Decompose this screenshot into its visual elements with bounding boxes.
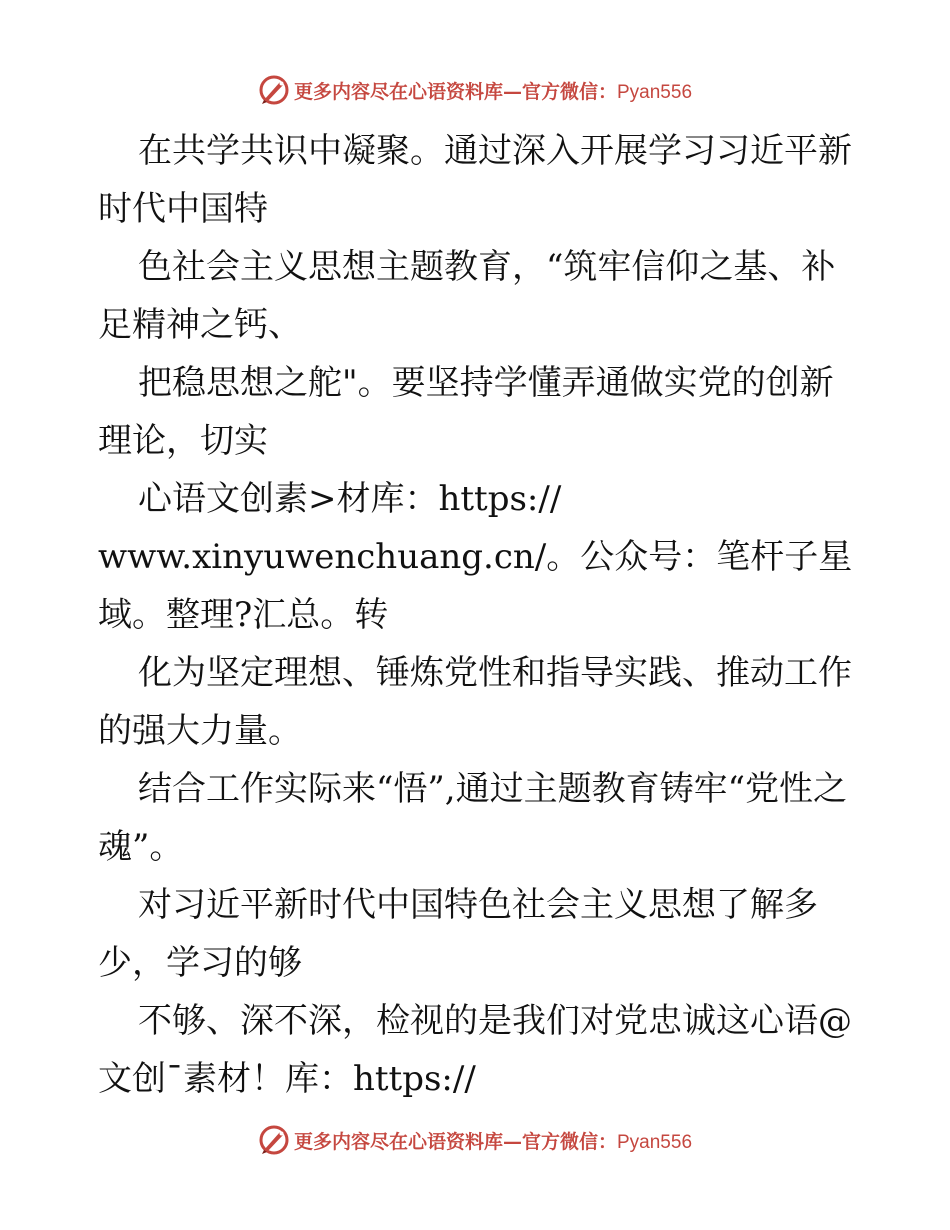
paragraph-8: 对习近平新时代中国特色社会主义思想了解多少，学习的够 (98, 885, 818, 983)
header-banner (0, 72, 950, 108)
header-banner-label: 更多内容尽在心语资料库—官方微信： (293, 80, 617, 103)
paragraph-7: 结合工作实际来“悟”,通过主题教育铸牢“党性之魂”。 (98, 769, 847, 867)
footer-banner (0, 1122, 950, 1158)
paragraph-9: 不够、深不深，检视的是我们对党忠诚这心语@文创¯素材！库：https:// (98, 1001, 852, 1099)
paragraph-3: 把稳思想之舵"。要坚持学懂弄通做实党的创新理论，切实 (98, 363, 834, 461)
header-banner-text (294, 77, 692, 104)
paragraph-4: 心语文创素>材库：https:// (138, 479, 562, 519)
pen-logo-icon (258, 1124, 290, 1156)
footer-banner-label: 更多内容尽在心语资料库—官方微信： (293, 1130, 617, 1153)
footer-banner-text (294, 1127, 692, 1154)
footer-wechat-id: Pyan556 (617, 1131, 693, 1153)
document-body (98, 122, 858, 1108)
paragraph-1: 在共学共识中凝聚。通过深入开展学习习近平新时代中国特 (98, 131, 852, 229)
paragraph-6: 化为坚定理想、锤炼党性和指导实践、推动工作的强大力量。 (98, 653, 852, 751)
paragraph-2: 色社会主义思想主题教育，“筑牢信仰之基、补足精神之钙、 (98, 247, 836, 345)
header-wechat-id: Pyan556 (617, 81, 693, 103)
paragraph-5: www.xinyuwenchuang.cn/。公众号：笔杆子星域。整理?汇总。转 (98, 537, 853, 635)
pen-logo-icon (258, 74, 290, 106)
